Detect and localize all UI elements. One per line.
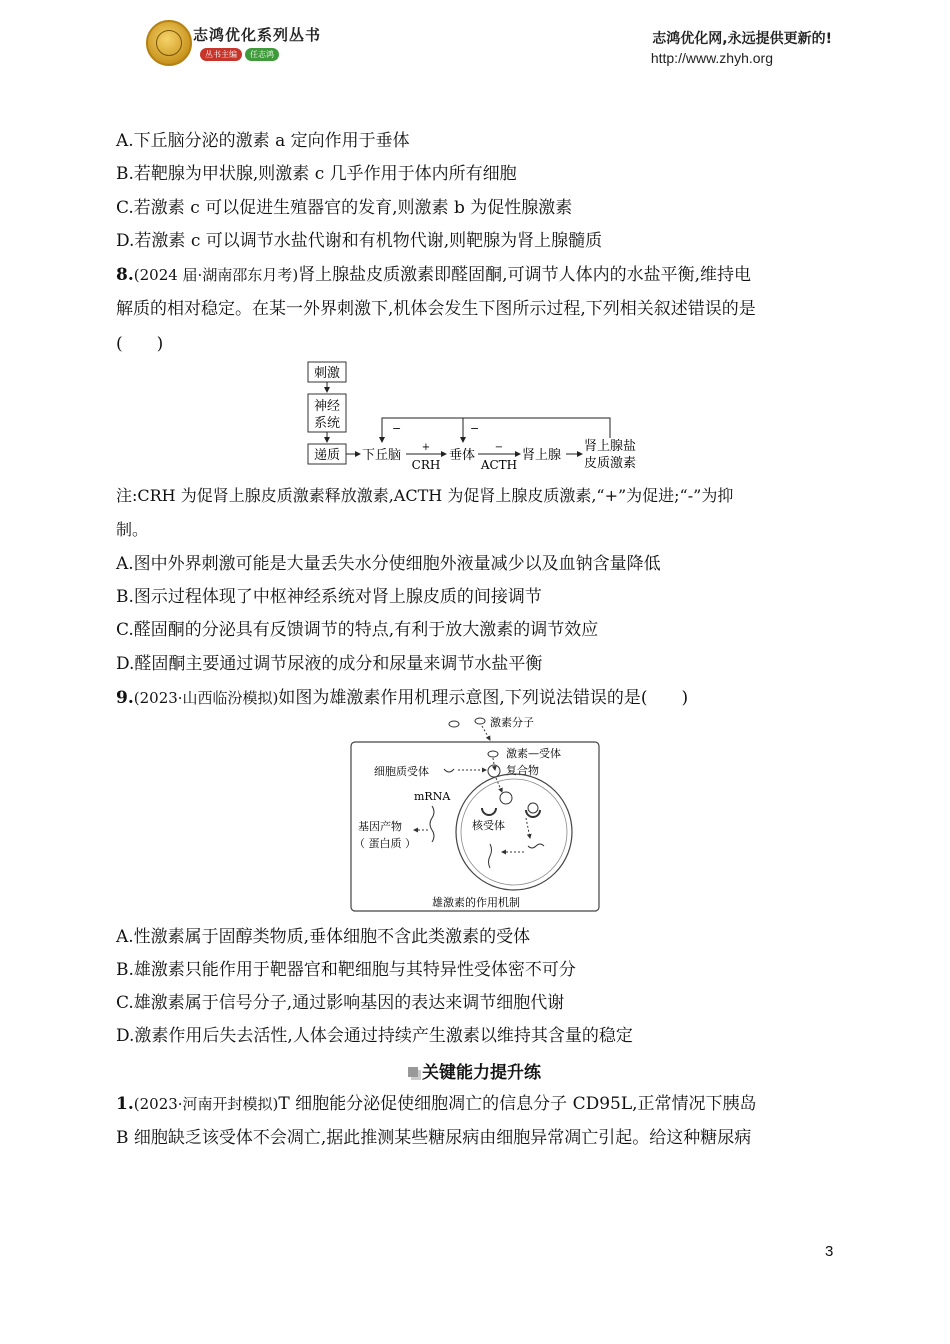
q9-option-a: A.性激素属于固醇类物质,垂体细胞不含此类激素的受体 xyxy=(116,927,531,947)
brand-url[interactable]: http://www.zhyh.org xyxy=(650,50,773,66)
label-product-2: 皮质激素 xyxy=(584,456,637,471)
q1-source: (2023·河南开封模拟) xyxy=(133,1095,279,1113)
q9-number: 9 xyxy=(116,688,128,708)
sign-plus-crh: + xyxy=(421,442,431,453)
q9-diagram xyxy=(350,712,602,914)
label-stimulus: 刺激 xyxy=(313,366,341,381)
q7-option-d: D.若激素 c 可以调节水盐代谢和有机物代谢,则靶腺为肾上腺髓质 xyxy=(116,231,603,251)
series-editor xyxy=(200,48,279,61)
q8-option-a: A.图中外界刺激可能是大量丢失水分使细胞外液量减少以及血钠含量降低 xyxy=(116,554,661,574)
q8-answer-paren: ( ) xyxy=(116,334,164,354)
label-complex-1: 激素—受体 xyxy=(506,747,561,760)
q9-option-d: D.激素作用后失去活性,人体会通过持续产生激素以维持其含量的稳定 xyxy=(116,1026,633,1046)
feedback-to-hypothalamus xyxy=(382,418,610,442)
q8-number: 8 xyxy=(116,265,128,285)
q7-option-b: B.若靶腺为甲状腺,则激素 c 几乎作用于体内所有细胞 xyxy=(116,164,517,184)
q7-option-c: C.若激素 c 可以促进生殖器官的发育,则激素 b 为促性腺激素 xyxy=(116,198,573,218)
q9-option-b: B.雄激素只能作用于靶器官和靶细胞与其特异性受体密不可分 xyxy=(116,960,576,980)
sign-minus-2: − xyxy=(470,422,480,435)
label-pituitary: 垂体 xyxy=(449,448,476,463)
q8-diagram xyxy=(300,356,660,478)
q8-option-c: C.醛固酮的分泌具有反馈调节的特点,有利于放大激素的调节效应 xyxy=(116,620,599,640)
diagram-caption: 雄激素的作用机制 xyxy=(432,896,520,909)
q8-option-d: D.醛固酮主要通过调节尿液的成分和尿量来调节水盐平衡 xyxy=(116,654,543,674)
nucleus-inner xyxy=(461,779,567,885)
q8-note-line2: 制。 xyxy=(116,520,149,539)
section-marker-icon xyxy=(408,1067,418,1077)
label-gene-product-2: （ 蛋白质 ） xyxy=(354,837,416,850)
q8-note-line1: 注:CRH 为促肾上腺皮质激素释放激素,ACTH 为促肾上腺皮质激素,“+”为促进;“-”为抑 xyxy=(116,486,734,505)
editor-tag: 丛书主编 xyxy=(200,48,242,61)
label-hypothalamus: 下丘脑 xyxy=(362,448,402,463)
label-nervous-1: 神经 xyxy=(313,399,341,414)
label-hormone-molecule: 激素分子 xyxy=(490,716,534,729)
series-logo-icon xyxy=(146,20,192,66)
sign-plus-acth: − xyxy=(494,442,504,453)
series-title: 志鸿优化系列丛书 xyxy=(193,26,322,44)
q1-stem-line1: 1.(2023·河南开封模拟)T 细胞能分泌促使细胞凋亡的信息分子 CD95L,正常情况下胰岛 xyxy=(116,1094,757,1114)
label-crh: CRH xyxy=(411,458,441,472)
brand-slogan: 志鸿优化网,永远提供更新的! xyxy=(652,31,832,47)
q8-stem-line1: 8.(2024 届·湖南邵东月考)肾上腺盐皮质激素即醛固酮,可调节人体内的水盐平衡,维持电 xyxy=(116,265,751,285)
label-mrna: mRNA xyxy=(414,790,451,803)
label-complex-2: 复合物 xyxy=(506,764,539,777)
page-header xyxy=(0,0,950,80)
label-nuclear-receptor: 核受体 xyxy=(472,819,505,832)
q1-stem-line2: B 细胞缺乏该受体不会凋亡,据此推测某些糖尿病由细胞异常凋亡引起。给这种糖尿病 xyxy=(116,1128,752,1148)
editor-name: 任志鸿 xyxy=(245,48,279,61)
q8-stem: 肾上腺盐皮质激素即醛固酮,可调节人体内的水盐平衡,维持电 xyxy=(298,265,751,285)
label-nervous-2: 系统 xyxy=(313,416,341,431)
q8-stem-line2: 解质的相对稳定。在某一外界刺激下,机体会发生下图所示过程,下列相关叙述错误的是 xyxy=(116,299,756,319)
label-product-1: 肾上腺盐 xyxy=(584,439,637,454)
q8-source: (2024 届·湖南邵东月考) xyxy=(133,266,299,284)
sign-minus-1: − xyxy=(392,422,402,435)
label-transmitter: 递质 xyxy=(313,448,341,463)
section-title: 关键能力提升练 xyxy=(408,1058,541,1083)
page-number: 3 xyxy=(825,1243,834,1260)
mrna-strand xyxy=(430,806,434,842)
label-adrenal: 肾上腺 xyxy=(522,448,562,463)
q8-option-b: B.图示过程体现了中枢神经系统对肾上腺皮质的间接调节 xyxy=(116,587,542,607)
nucleus xyxy=(456,774,572,890)
q9-stem: 9.(2023·山西临汾模拟)如图为雄激素作用机理示意图,下列说法错误的是( ) xyxy=(116,688,689,708)
q1-number: 1 xyxy=(116,1094,128,1114)
q7-option-a: A.下丘脑分泌的激素 a 定向作用于垂体 xyxy=(116,131,410,151)
label-acth: ACTH xyxy=(480,458,518,472)
label-gene-product-1: 基因产物 xyxy=(358,820,402,833)
label-cyto-receptor: 细胞质受体 xyxy=(374,765,429,778)
q9-source: (2023·山西临汾模拟) xyxy=(133,689,279,707)
q9-option-c: C.雄激素属于信号分子,通过影响基因的表达来调节细胞代谢 xyxy=(116,993,565,1013)
